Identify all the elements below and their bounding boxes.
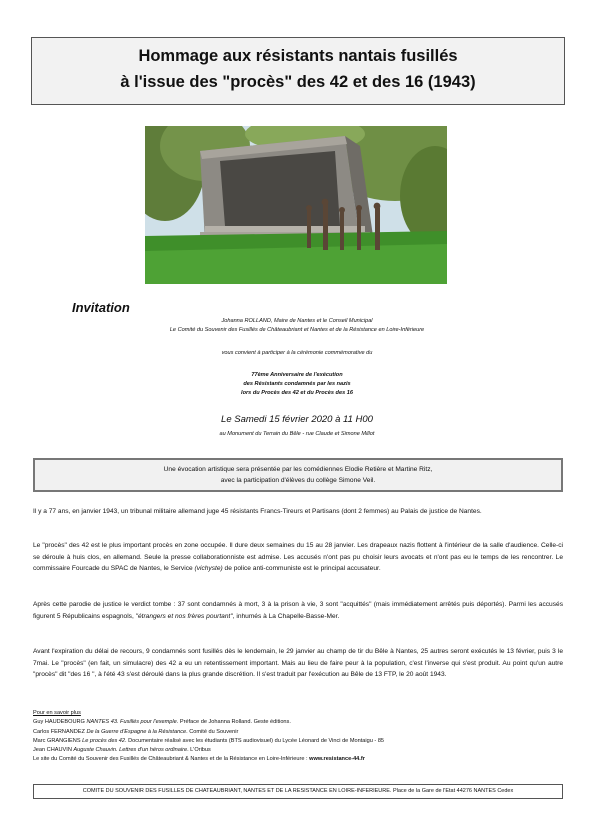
- reference-5: [33, 755, 563, 764]
- host-line-2: Le Comité du Souvenir des Fusillés de Châteaubriant et Nantes et de la Résistance en Loire-Inférieure: [169, 327, 425, 333]
- reference-3-detail: . Documentaire réalisé avec les étudiants (BTS audiovisuel) du Lycée Léonard de Vinci de Montaigu - 85: [125, 737, 385, 744]
- evocation-line-1: Une évocation artistique sera présentée par les comédiennes Elodie Retière et Martine Ritz,: [163, 466, 433, 473]
- website-link[interactable]: www.resistance-44.fr: [309, 756, 365, 763]
- reference-3-title: Le procès des 42: [82, 737, 126, 744]
- event-line-2: des Résistants condamnés par les nazis: [243, 381, 351, 387]
- evocation-line-2: avec la participation d'élèves du collège Simone Veil.: [220, 477, 376, 484]
- reference-4: [33, 746, 563, 755]
- reference-1-title: NANTES 43. Fusillés pour l'exemple: [86, 719, 177, 726]
- reference-1-detail: . Préface de Johanna Rolland. Geste éditions.: [176, 719, 291, 726]
- paragraph-4: Avant l'expiration du délai de recours, 9 condamnés sont fusillés dès le lendemain, le 29 janvier au champ de tir du Bêle à Nantes, 25 autres seront exécutés le 13 février, puis 3 le 7mai. Le "procès" (en fait, un simulacre) des 42 a eu un retentissement important. Mais au lieu de faire peur à la population, c'est l'inverse qui s'est produit. Au point qu'un autre "procès" dit "des 16 ", à l'été 43 s'est déroulé dans la plus grande discrétion. Il s'est traduit par l'exécution au Bêle de 13 FTP, le 20 août 1943.: [33, 648, 563, 678]
- footer-address: COMITE DU SOUVENIR DES FUSILLES DE CHATEAUBRIANT, NANTES ET DE LA RESISTANCE EN LOIRE-INFERIEURE. Place de la Gare de l'Etat 44276 NANTES Cedex: [33, 784, 563, 799]
- references: [33, 709, 563, 765]
- references-heading: Pour en savoir plus: [33, 710, 81, 716]
- evocation-box: [33, 458, 563, 492]
- paragraph-3-text-b: , inhumés à La Chapelle-Basse-Mer.: [232, 612, 340, 620]
- paragraph-3-text-a: Après cette parodie de justice le verdict tombe : 37 sont condamnés à mort, 3 à la prison à vie, 3 sont "acquittés" (mais immédiatement arrêtés puis déportés). Parmi les accusés figurent 5 Républicains espagnols,: [33, 601, 563, 620]
- reference-4-detail: . L'Oribus: [187, 747, 211, 754]
- reference-3: [33, 737, 563, 746]
- paragraph-2-text-a: Le "procès" des 42 est le plus important procès en zone occupée. Il dure deux semaines du 15 au 28 janvier. Les drapeaux nazis flottent à l'intérieur de la salle d'audience. Celle-ci se déroule à huis clos, en allemand. Seule la presse collaborationniste est admise. Les accusés n'ont pas pu choisir leurs avocats et n'ont pas eu le temps de les rencontrer. Le commissaire Fourcade du SPAC de Nantes, le Service: [33, 542, 563, 572]
- invitation-label: Invitation: [72, 300, 130, 315]
- paragraph-1: Il y a 77 ans, en janvier 1943, un tribunal militaire allemand juge 45 résistants Francs-Tireurs et Partisans (dont 2 femmes) au Palais de justice de Nantes.: [33, 508, 482, 515]
- reference-2: [33, 728, 563, 737]
- paragraph-3-emphasis: "étrangers et nos frères pourtant": [135, 612, 233, 620]
- title-line-2: à l'issue des "procès" des 42 et des 16 (1943): [120, 73, 476, 91]
- event-date: Le Samedi 15 février 2020 à 11 H00: [221, 414, 373, 425]
- paragraph-2-text-b: de police anti-communiste est le principal accusateur.: [222, 565, 381, 572]
- monument-photo: [145, 126, 447, 284]
- host-line-1: Johanna ROLLAND, Maire de Nantes et le Conseil Municipal: [221, 318, 373, 324]
- reference-2-author: Carlos FERNANDEZ: [33, 728, 87, 735]
- reference-3-author: Marc GRANGIENS: [33, 737, 83, 744]
- reference-1-author: Guy HAUDEBOURG: [33, 719, 87, 726]
- event-line-3: lors du Procès des 42 et du Procès des 16: [241, 390, 353, 396]
- reference-5-text: Le site du Comité du Souvenir des Fusillés de Châteaubriant & Nantes et de la Résistance en Loire-Inférieure :: [33, 756, 310, 763]
- paragraph-3: [33, 599, 563, 622]
- reference-4-title: Auguste Chauvin. Lettres d'un héros ordinaire: [73, 747, 188, 754]
- paragraph-2-emphasis: (vichyste): [194, 565, 223, 572]
- title-box: [31, 37, 565, 105]
- event-location: au Monument du Terrain du Bêle - rue Claude et Simone Millot: [219, 431, 375, 437]
- reference-1: [33, 718, 563, 727]
- reference-2-detail: . Comité du Souvenir: [186, 728, 239, 735]
- invites-line: vous convient à participer à la cérémonie commémorative du: [221, 350, 373, 356]
- event-line-1: 77ème Anniversaire de l'exécution: [251, 372, 343, 378]
- reference-2-title: De la Guerre d'Espagne à la Résistance: [86, 728, 187, 735]
- title-line-1: Hommage aux résistants nantais fusillés: [138, 47, 458, 65]
- reference-4-author: Jean CHAUVIN: [33, 747, 74, 754]
- paragraph-2: [33, 540, 563, 575]
